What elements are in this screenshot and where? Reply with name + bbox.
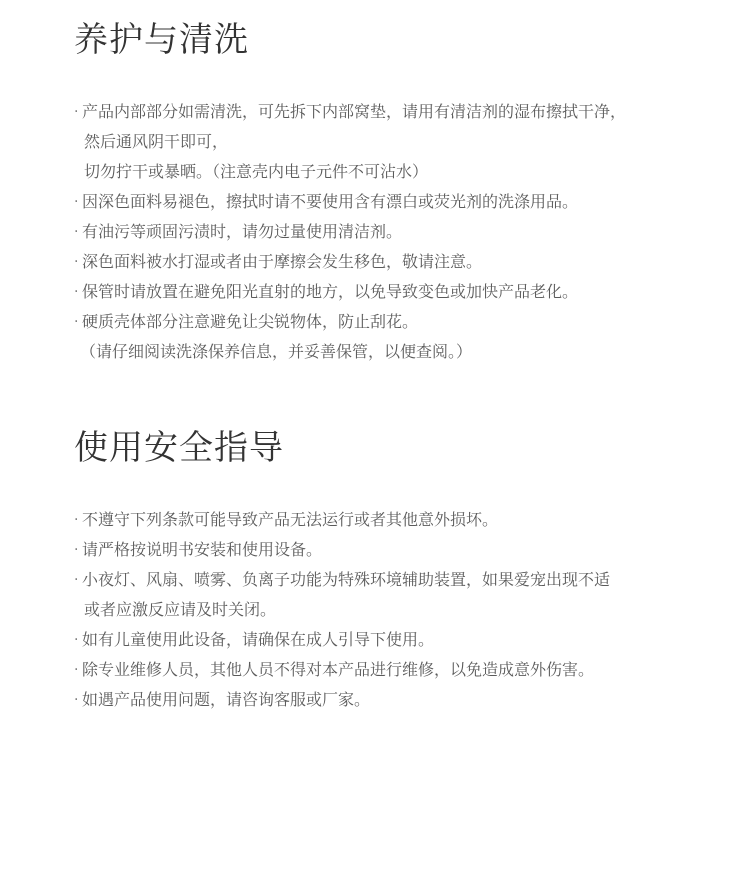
care-cleaning-title: 养护与清洗 [74, 20, 249, 60]
safety-item-2-text: 请严格按说明书安装和使用设备。 [82, 540, 323, 559]
safety-item-3 [74, 565, 714, 595]
care-item-6-text: 硬质壳体部分注意避免让尖锐物体，防止刮花。 [82, 312, 419, 331]
care-item-1-line-3: 切勿拧干或暴晒。（注意壳内电子元件不可沾水） [84, 162, 429, 181]
bullet-dot: · [74, 542, 79, 558]
bullet-dot: · [74, 632, 79, 648]
bullet-dot: · [74, 104, 79, 120]
safety-item-6 [74, 685, 714, 715]
safety-item-3-continuation [74, 595, 714, 625]
care-item-2 [74, 187, 714, 217]
safety-item-3-line-1: 小夜灯、风扇、喷雾、负离子功能为特殊环境辅助装置，如果爱宠出现不适 [82, 570, 611, 589]
bullet-dot: · [74, 662, 79, 678]
care-item-1-line-1: 产品内部部分如需清洗，可先拆下内部窝垫，请用有清洁剂的湿布擦拭干净， [82, 102, 627, 121]
care-item-2-text: 因深色面料易褪色，擦拭时请不要使用含有漂白或荧光剂的洗涤用品。 [82, 192, 579, 211]
safety-item-5 [74, 655, 714, 685]
safety-item-2 [74, 535, 714, 565]
safety-item-4 [74, 625, 714, 655]
safety-guide-title: 使用安全指导 [74, 428, 284, 468]
care-cleaning-section [74, 14, 714, 367]
care-item-1-line-2: 然后通风阴干即可， [84, 132, 229, 151]
bullet-dot: · [74, 194, 79, 210]
care-item-6 [74, 307, 714, 337]
care-cleaning-list [74, 97, 714, 337]
care-item-3-text: 有油污等顽固污渍时，请勿过量使用清洁剂。 [82, 222, 403, 241]
bullet-dot: · [74, 224, 79, 240]
care-item-4 [74, 247, 714, 277]
care-item-4-text: 深色面料被水打湿或者由于摩擦会发生移色，敬请注意。 [82, 252, 483, 271]
care-item-5 [74, 277, 714, 307]
safety-item-5-text: 除专业维修人员，其他人员不得对本产品进行维修，以免造成意外伤害。 [82, 660, 595, 679]
bullet-dot: · [74, 284, 79, 300]
care-item-1-continuation [74, 127, 714, 157]
safety-guide-list [74, 505, 714, 715]
safety-item-3-line-2: 或者应激反应请及时关闭。 [84, 600, 277, 619]
safety-guide-section [74, 422, 714, 715]
care-item-3 [74, 217, 714, 247]
care-reading-note: （请仔细阅读洗涤保养信息，并妥善保管，以便查阅。） [80, 342, 473, 361]
safety-item-6-text: 如遇产品使用问题，请咨询客服或厂家。 [82, 690, 371, 709]
bullet-dot: · [74, 314, 79, 330]
bullet-dot: · [74, 572, 79, 588]
safety-item-1-text: 不遵守下列条款可能导致产品无法运行或者其他意外损坏。 [82, 510, 499, 529]
bullet-dot: · [74, 692, 79, 708]
care-item-5-text: 保管时请放置在避免阳光直射的地方，以免导致变色或加快产品老化。 [82, 282, 579, 301]
safety-item-4-text: 如有儿童使用此设备，请确保在成人引导下使用。 [82, 630, 435, 649]
care-item-1 [74, 97, 714, 127]
bullet-dot: · [74, 512, 79, 528]
bullet-dot: · [74, 254, 79, 270]
care-item-1-continuation [74, 157, 714, 187]
safety-item-1 [74, 505, 714, 535]
